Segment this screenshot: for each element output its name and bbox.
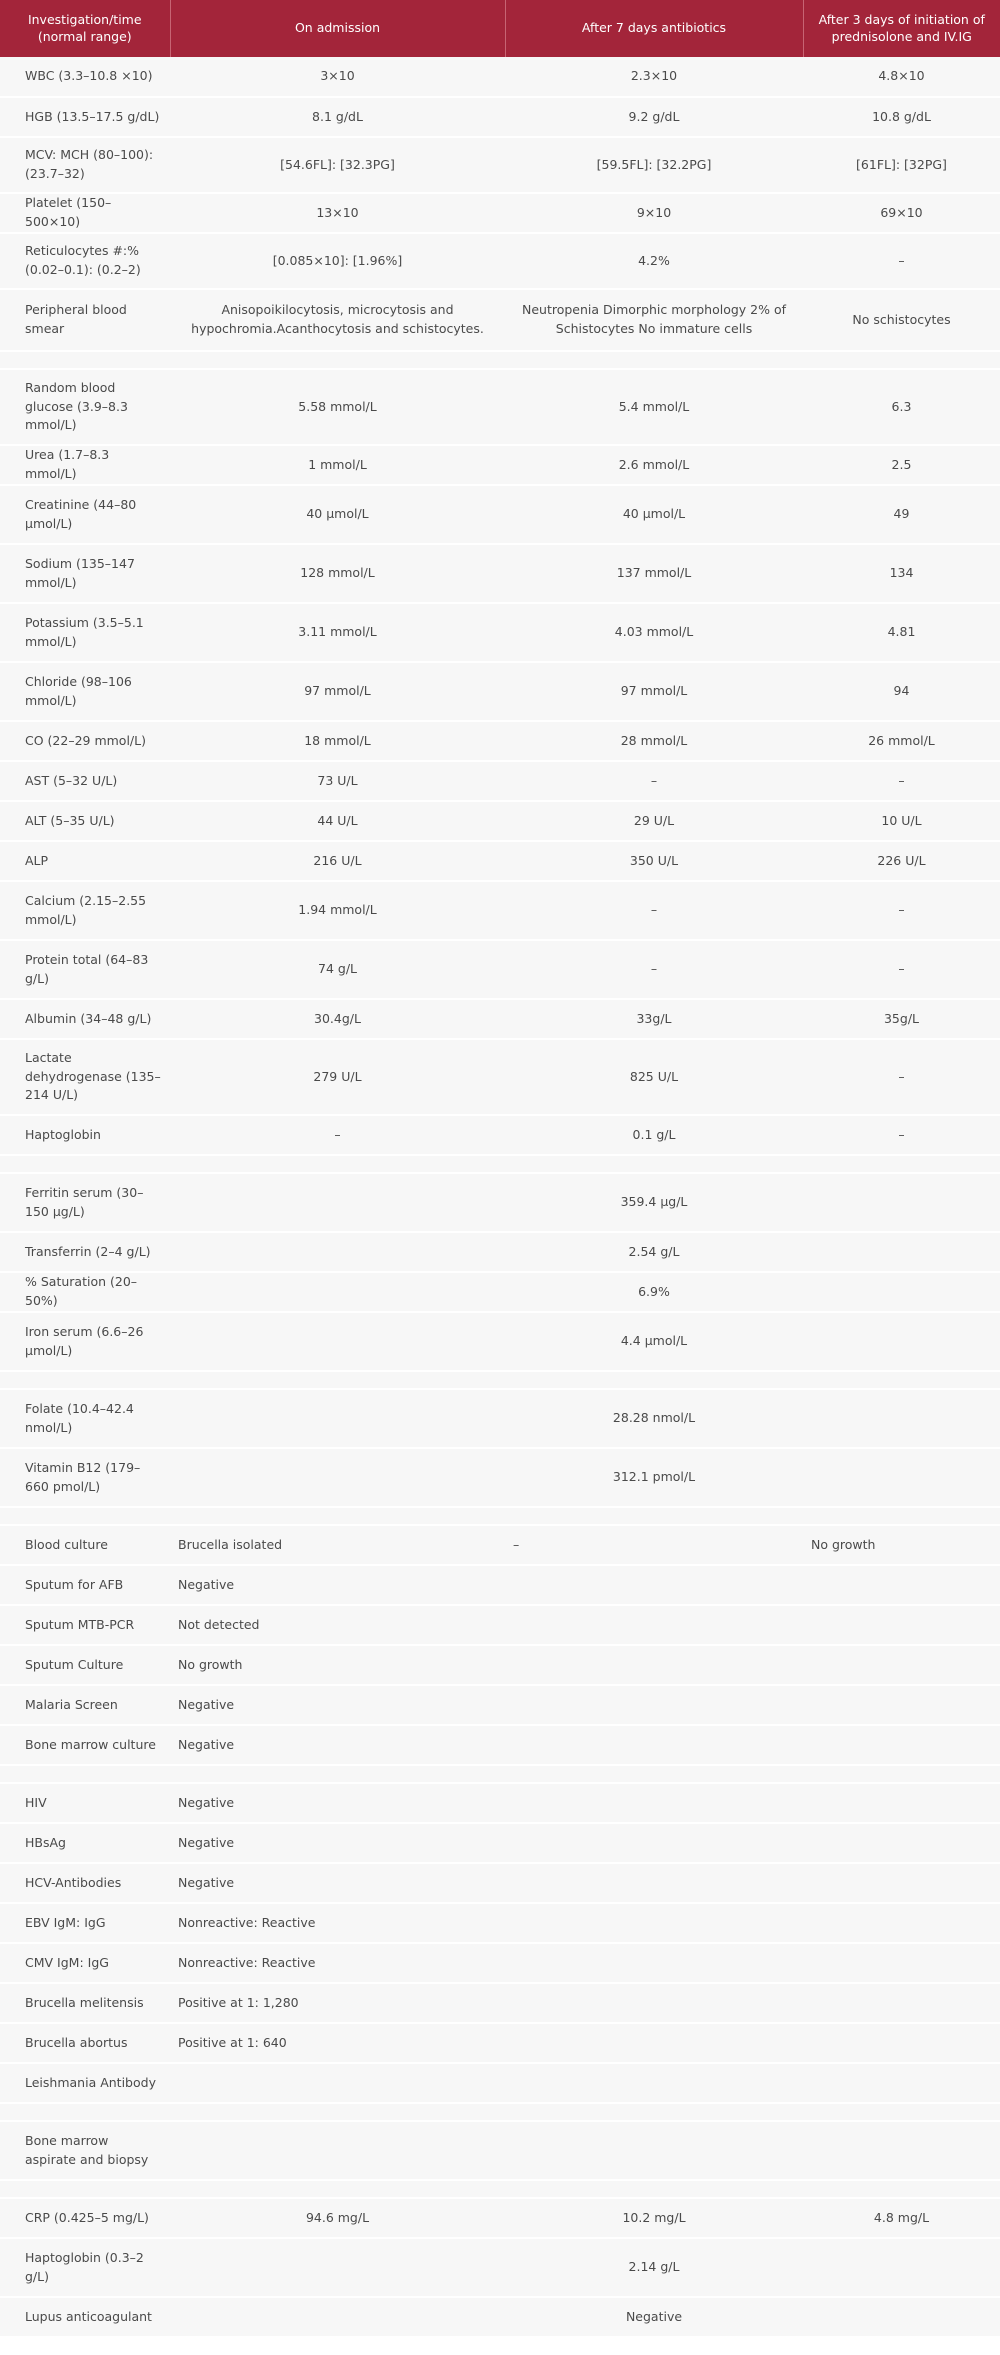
value-cell (505, 2063, 803, 2103)
value-cell (505, 1903, 803, 1943)
value-cell: 350 U/L (505, 841, 803, 881)
investigation-cell: CO (22–29 mmol/L) (0, 721, 170, 761)
value-cell (505, 1943, 803, 1983)
value-cell (170, 2297, 505, 2337)
value-cell: 10.8 g/dL (803, 97, 1000, 137)
table-row (0, 1823, 1000, 1863)
value-cell: 94.6 mg/L (170, 2198, 505, 2238)
table-row (0, 57, 1000, 97)
value-cell (505, 1983, 803, 2023)
investigation-cell: Haptoglobin (0, 1115, 170, 1155)
investigation-cell: EBV IgM: IgG (0, 1903, 170, 1943)
table-row (0, 761, 1000, 801)
value-cell (803, 2121, 1000, 2180)
value-cell (803, 2063, 1000, 2103)
investigation-cell: Reticulocytes #:% (0.02–0.1): (0.2–2) (0, 233, 170, 289)
value-cell (505, 2103, 803, 2121)
investigation-cell: Lupus anticoagulant (0, 2297, 170, 2337)
value-cell (803, 1155, 1000, 1173)
value-cell (505, 1155, 803, 1173)
table-row (0, 193, 1000, 233)
investigation-cell: Brucella abortus (0, 2023, 170, 2063)
separator-row (0, 2180, 1000, 2198)
table-row (0, 2297, 1000, 2337)
value-cell: 26 mmol/L (803, 721, 1000, 761)
value-cell: 4.81 (803, 603, 1000, 662)
investigation-cell (0, 1765, 170, 1783)
table-header (0, 0, 1000, 57)
table-row (0, 1863, 1000, 1903)
table-body (0, 57, 1000, 2337)
value-cell: 2.3×10 (505, 57, 803, 97)
value-cell (505, 1725, 803, 1765)
value-cell (170, 1232, 505, 1272)
value-cell: 28 mmol/L (505, 721, 803, 761)
investigation-cell: Creatinine (44–80 μmol/L) (0, 485, 170, 544)
value-cell (803, 1983, 1000, 2023)
value-cell: – (803, 881, 1000, 940)
value-cell (803, 2023, 1000, 2063)
value-cell: 40 μmol/L (170, 485, 505, 544)
investigation-cell: Leishmania Antibody (0, 2063, 170, 2103)
value-cell: 359.4 μg/L (505, 1173, 803, 1232)
investigation-cell: HBsAg (0, 1823, 170, 1863)
value-cell: 6.9% (505, 1272, 803, 1312)
value-cell: 30.4g/L (170, 999, 505, 1039)
value-cell: [59.5FL]: [32.2PG] (505, 137, 803, 193)
value-cell (803, 1389, 1000, 1448)
investigation-cell: Bone marrow culture (0, 1725, 170, 1765)
value-cell: No schistocytes (803, 289, 1000, 351)
investigation-cell: MCV: MCH (80–100): (23.7–32) (0, 137, 170, 193)
value-cell: – (803, 233, 1000, 289)
table-row (0, 801, 1000, 841)
value-cell: 3×10 (170, 57, 505, 97)
value-cell (505, 1565, 803, 1605)
investigation-cell (0, 2103, 170, 2121)
value-cell: 226 U/L (803, 841, 1000, 881)
value-cell (803, 1448, 1000, 1507)
value-cell (170, 1507, 505, 1525)
header-after-7-days: After 7 days antibiotics (505, 0, 803, 57)
table-row (0, 940, 1000, 999)
value-cell: 73 U/L (170, 761, 505, 801)
separator-row (0, 1155, 1000, 1173)
separator-row (0, 351, 1000, 369)
value-cell (803, 351, 1000, 369)
value-cell: 4.2% (505, 233, 803, 289)
investigation-cell: Chloride (98–106 mmol/L) (0, 662, 170, 721)
value-cell: [0.085×10]: [1.96%] (170, 233, 505, 289)
table-row (0, 841, 1000, 881)
investigation-cell: Peripheral blood smear (0, 289, 170, 351)
value-cell (803, 1725, 1000, 1765)
value-cell: 279 U/L (170, 1039, 505, 1115)
table-row (0, 1943, 1000, 1983)
value-cell: Brucella isolated (170, 1525, 505, 1565)
value-cell: – (803, 940, 1000, 999)
table-row (0, 1448, 1000, 1507)
value-cell (505, 2121, 803, 2180)
value-cell: 2.6 mmol/L (505, 445, 803, 485)
value-cell (803, 2103, 1000, 2121)
value-cell: 134 (803, 544, 1000, 603)
investigation-cell: Bone marrow aspirate and biopsy (0, 2121, 170, 2180)
value-cell: 35g/L (803, 999, 1000, 1039)
investigation-cell: ALP (0, 841, 170, 881)
investigation-cell: Random blood glucose (3.9–8.3 mmol/L) (0, 369, 170, 445)
table-row (0, 1605, 1000, 1645)
table-row (0, 1725, 1000, 1765)
separator-row (0, 1507, 1000, 1525)
value-cell (803, 1903, 1000, 1943)
value-cell (170, 2103, 505, 2121)
value-cell: 10 U/L (803, 801, 1000, 841)
value-cell (505, 1863, 803, 1903)
investigation-cell: Protein total (64–83 g/L) (0, 940, 170, 999)
header-after-3-days: After 3 days of initiation of prednisolone and IV.IG (803, 0, 1000, 57)
value-cell: Negative (170, 1685, 505, 1725)
value-cell (803, 2297, 1000, 2337)
investigation-cell: Platelet (150–500×10) (0, 193, 170, 233)
value-cell (170, 1389, 505, 1448)
header-row (0, 0, 1000, 57)
investigation-cell: CMV IgM: IgG (0, 1943, 170, 1983)
investigation-cell (0, 2180, 170, 2198)
value-cell (505, 1783, 803, 1823)
value-cell (505, 351, 803, 369)
value-cell: – (170, 1115, 505, 1155)
value-cell: Anisopoikilocytosis, microcytosis and hypochromia.Acanthocytosis and schistocytes. (170, 289, 505, 351)
value-cell: 44 U/L (170, 801, 505, 841)
investigation-cell: Iron serum (6.6–26 μmol/L) (0, 1312, 170, 1371)
value-cell: 1.94 mmol/L (170, 881, 505, 940)
value-cell (803, 1943, 1000, 1983)
separator-row (0, 2103, 1000, 2121)
value-cell: Positive at 1: 640 (170, 2023, 505, 2063)
table-row (0, 2063, 1000, 2103)
value-cell (803, 1863, 1000, 1903)
table-row (0, 603, 1000, 662)
value-cell (803, 1783, 1000, 1823)
investigation-cell (0, 1507, 170, 1525)
value-cell: Negative (170, 1823, 505, 1863)
table-row (0, 1645, 1000, 1685)
investigation-cell: WBC (3.3–10.8 ×10) (0, 57, 170, 97)
value-cell: 5.4 mmol/L (505, 369, 803, 445)
value-cell (505, 1685, 803, 1725)
value-cell (803, 2180, 1000, 2198)
value-cell (803, 1605, 1000, 1645)
value-cell: 4.8×10 (803, 57, 1000, 97)
table-row (0, 1232, 1000, 1272)
value-cell (803, 1312, 1000, 1371)
value-cell: 0.1 g/L (505, 1115, 803, 1155)
value-cell: 9×10 (505, 193, 803, 233)
value-cell (803, 1371, 1000, 1389)
value-cell (170, 1272, 505, 1312)
value-cell: Not detected (170, 1605, 505, 1645)
table-row (0, 97, 1000, 137)
value-cell (505, 2180, 803, 2198)
investigation-cell: Malaria Screen (0, 1685, 170, 1725)
table-row (0, 1115, 1000, 1155)
value-cell (803, 1272, 1000, 1312)
table-row (0, 485, 1000, 544)
value-cell: 1 mmol/L (170, 445, 505, 485)
value-cell: Negative (505, 2297, 803, 2337)
value-cell: – (505, 881, 803, 940)
investigation-cell: Folate (10.4–42.4 nmol/L) (0, 1389, 170, 1448)
value-cell: 5.58 mmol/L (170, 369, 505, 445)
value-cell (803, 1232, 1000, 1272)
table-row (0, 2023, 1000, 2063)
investigation-cell: Potassium (3.5–5.1 mmol/L) (0, 603, 170, 662)
value-cell: 216 U/L (170, 841, 505, 881)
investigation-cell: HGB (13.5–17.5 g/dL) (0, 97, 170, 137)
investigation-cell (0, 1155, 170, 1173)
value-cell (803, 1565, 1000, 1605)
table-row (0, 1783, 1000, 1823)
table-row (0, 662, 1000, 721)
value-cell (505, 1605, 803, 1645)
value-cell: [54.6FL]: [32.3PG] (170, 137, 505, 193)
value-cell (170, 1312, 505, 1371)
value-cell: 312.1 pmol/L (505, 1448, 803, 1507)
value-cell: 6.3 (803, 369, 1000, 445)
value-cell: 8.1 g/dL (170, 97, 505, 137)
value-cell (170, 351, 505, 369)
value-cell: 33g/L (505, 999, 803, 1039)
table-row (0, 721, 1000, 761)
investigation-cell: Sodium (135–147 mmol/L) (0, 544, 170, 603)
investigation-cell: Transferrin (2–4 g/L) (0, 1232, 170, 1272)
investigation-cell: Ferritin serum (30–150 μg/L) (0, 1173, 170, 1232)
value-cell (170, 2063, 505, 2103)
value-cell (803, 1765, 1000, 1783)
table-row (0, 1312, 1000, 1371)
value-cell: 2.5 (803, 445, 1000, 485)
value-cell: No growth (170, 1645, 505, 1685)
value-cell: 4.8 mg/L (803, 2198, 1000, 2238)
investigation-cell: AST (5–32 U/L) (0, 761, 170, 801)
header-on-admission: On admission (170, 0, 505, 57)
value-cell: 40 μmol/L (505, 485, 803, 544)
value-cell: Negative (170, 1783, 505, 1823)
investigation-cell: CRP (0.425–5 mg/L) (0, 2198, 170, 2238)
value-cell: 69×10 (803, 193, 1000, 233)
table-row (0, 881, 1000, 940)
value-cell (803, 1685, 1000, 1725)
value-cell (505, 1507, 803, 1525)
value-cell (505, 1645, 803, 1685)
value-cell (505, 1823, 803, 1863)
value-cell (803, 1645, 1000, 1685)
value-cell: 4.4 μmol/L (505, 1312, 803, 1371)
value-cell (170, 1765, 505, 1783)
investigation-cell: Brucella melitensis (0, 1983, 170, 2023)
value-cell: 97 mmol/L (505, 662, 803, 721)
value-cell: 3.11 mmol/L (170, 603, 505, 662)
investigation-cell: HIV (0, 1783, 170, 1823)
value-cell: Negative (170, 1725, 505, 1765)
table-row (0, 233, 1000, 289)
table-row (0, 1389, 1000, 1448)
investigation-cell: Sputum MTB-PCR (0, 1605, 170, 1645)
table-row (0, 2121, 1000, 2180)
table-row (0, 369, 1000, 445)
investigation-cell: Haptoglobin (0.3–2 g/L) (0, 2238, 170, 2297)
investigation-cell (0, 1371, 170, 1389)
table-row (0, 1173, 1000, 1232)
value-cell: – (505, 940, 803, 999)
investigation-cell: ALT (5–35 U/L) (0, 801, 170, 841)
investigation-cell: Albumin (34–48 g/L) (0, 999, 170, 1039)
value-cell (170, 1155, 505, 1173)
table-row (0, 2238, 1000, 2297)
table-row (0, 1983, 1000, 2023)
value-cell: – (505, 761, 803, 801)
value-cell: 2.54 g/L (505, 1232, 803, 1272)
investigation-cell: Urea (1.7–8.3 mmol/L) (0, 445, 170, 485)
investigation-cell: Blood culture (0, 1525, 170, 1565)
value-cell: – (803, 1039, 1000, 1115)
value-cell: Negative (170, 1863, 505, 1903)
table-row (0, 445, 1000, 485)
table-row (0, 544, 1000, 603)
value-cell: [61FL]: [32PG] (803, 137, 1000, 193)
table-row (0, 1272, 1000, 1312)
value-cell: Neutropenia Dimorphic morphology 2% of Schistocytes No immature cells (505, 289, 803, 351)
value-cell: 74 g/L (170, 940, 505, 999)
value-cell (170, 1173, 505, 1232)
value-cell: 29 U/L (505, 801, 803, 841)
value-cell (170, 2180, 505, 2198)
value-cell: – (803, 761, 1000, 801)
value-cell: 9.2 g/dL (505, 97, 803, 137)
value-cell (505, 2023, 803, 2063)
value-cell: Negative (170, 1565, 505, 1605)
value-cell: Positive at 1: 1,280 (170, 1983, 505, 2023)
value-cell (170, 2121, 505, 2180)
value-cell: 13×10 (170, 193, 505, 233)
separator-row (0, 1371, 1000, 1389)
table-row (0, 1685, 1000, 1725)
value-cell: 10.2 mg/L (505, 2198, 803, 2238)
investigation-cell: Sputum Culture (0, 1645, 170, 1685)
investigation-cell (0, 351, 170, 369)
value-cell: 4.03 mmol/L (505, 603, 803, 662)
value-cell: Nonreactive: Reactive (170, 1903, 505, 1943)
value-cell: – (505, 1525, 803, 1565)
table-row (0, 1565, 1000, 1605)
table-row (0, 1525, 1000, 1565)
table-row (0, 1903, 1000, 1943)
value-cell: 94 (803, 662, 1000, 721)
value-cell: 825 U/L (505, 1039, 803, 1115)
value-cell (803, 1823, 1000, 1863)
value-cell (170, 1448, 505, 1507)
investigation-cell: HCV-Antibodies (0, 1863, 170, 1903)
investigation-cell: Calcium (2.15–2.55 mmol/L) (0, 881, 170, 940)
value-cell: 137 mmol/L (505, 544, 803, 603)
value-cell (803, 2238, 1000, 2297)
value-cell: 97 mmol/L (170, 662, 505, 721)
table-row (0, 2198, 1000, 2238)
value-cell (505, 1371, 803, 1389)
table-row (0, 137, 1000, 193)
table-row (0, 1039, 1000, 1115)
value-cell: No growth (803, 1525, 1000, 1565)
value-cell (170, 1371, 505, 1389)
header-investigation: Investigation/time (normal range) (0, 0, 170, 57)
value-cell: Nonreactive: Reactive (170, 1943, 505, 1983)
value-cell (505, 1765, 803, 1783)
table-row (0, 289, 1000, 351)
table-row (0, 999, 1000, 1039)
value-cell: 28.28 nmol/L (505, 1389, 803, 1448)
value-cell: 128 mmol/L (170, 544, 505, 603)
investigation-cell: % Saturation (20–50%) (0, 1272, 170, 1312)
value-cell (803, 1507, 1000, 1525)
value-cell: 49 (803, 485, 1000, 544)
value-cell (803, 1173, 1000, 1232)
value-cell (170, 2238, 505, 2297)
investigation-cell: Vitamin B12 (179–660 pmol/L) (0, 1448, 170, 1507)
value-cell: 2.14 g/L (505, 2238, 803, 2297)
investigation-cell: Lactate dehydrogenase (135–214 U/L) (0, 1039, 170, 1115)
separator-row (0, 1765, 1000, 1783)
investigation-cell: Sputum for AFB (0, 1565, 170, 1605)
value-cell: 18 mmol/L (170, 721, 505, 761)
value-cell: – (803, 1115, 1000, 1155)
